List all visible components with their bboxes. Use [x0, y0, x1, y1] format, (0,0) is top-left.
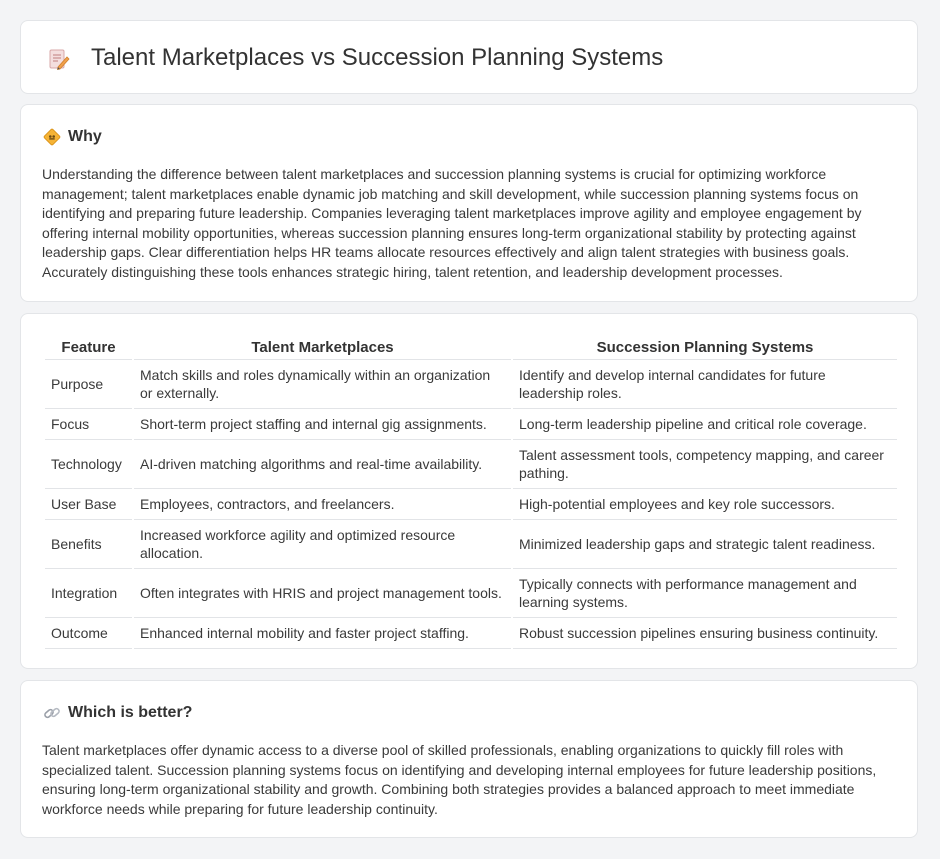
- diamond-sign-icon: [43, 128, 61, 146]
- feature-cell: Purpose: [45, 360, 132, 409]
- table-row: [45, 440, 897, 489]
- talent-cell: Employees, contractors, and freelancers.: [134, 489, 511, 520]
- table-row: [45, 520, 897, 569]
- document-pencil-icon: [47, 47, 71, 71]
- succession-cell: Robust succession pipelines ensuring business continuity.: [513, 618, 897, 649]
- why-heading: Why: [68, 128, 102, 145]
- table-row: [45, 489, 897, 520]
- succession-cell: High-potential employees and key role successors.: [513, 489, 897, 520]
- talent-cell: Match skills and roles dynamically within an organization or externally.: [134, 360, 511, 409]
- table-row: [45, 409, 897, 440]
- better-heading-row: [43, 703, 192, 723]
- table-row: [45, 569, 897, 618]
- succession-cell: Long-term leadership pipeline and critical role coverage.: [513, 409, 897, 440]
- feature-cell: Focus: [45, 409, 132, 440]
- header-feature: Feature: [45, 335, 132, 360]
- table-row: [45, 360, 897, 409]
- feature-cell: User Base: [45, 489, 132, 520]
- succession-cell: Identify and develop internal candidates for future leadership roles.: [513, 360, 897, 409]
- header-talent-marketplaces: Talent Marketplaces: [134, 335, 511, 360]
- header-succession-planning: Succession Planning Systems: [513, 335, 897, 360]
- which-is-better-section: [20, 680, 918, 838]
- talent-cell: Short-term project staffing and internal gig assignments.: [134, 409, 511, 440]
- table-header-row: [45, 335, 897, 360]
- feature-cell: Technology: [45, 440, 132, 489]
- feature-cell: Outcome: [45, 618, 132, 649]
- feature-cell: Integration: [45, 569, 132, 618]
- talent-cell: Enhanced internal mobility and faster project staffing.: [134, 618, 511, 649]
- talent-cell: Often integrates with HRIS and project management tools.: [134, 569, 511, 618]
- better-text: Talent marketplaces offer dynamic access to a diverse pool of skilled professionals, enabling organizations to quickly fill roles with specialized talent. Succession planning systems focus on identifying and developing internal employees for future leadership positions, ensuring long-term organizational stability and growth. Combining both strategies provides a balanced approach to meet immediate workforce needs while preparing for future leadership continuity.: [42, 742, 877, 817]
- talent-cell: Increased workforce agility and optimized resource allocation.: [134, 520, 511, 569]
- comparison-card: [20, 313, 918, 669]
- talent-cell: AI-driven matching algorithms and real-time availability.: [134, 440, 511, 489]
- why-heading-row: [43, 127, 102, 147]
- link-icon: [43, 704, 61, 722]
- why-text: Understanding the difference between talent marketplaces and succession planning systems is crucial for optimizing workforce management; talent marketplaces enable dynamic job matching and skill development, while succession planning systems focus on identifying and preparing future leadership. Companies leveraging talent marketplaces improve agility and employee engagement by offering internal mobility opportunities, whereas succession planning ensures long-term organizational stability by protecting against leadership gaps. Clear differentiation helps HR teams allocate resources effectively and align talent strategies with business goals. Accurately distinguishing these tools enhances strategic hiring, talent retention, and leadership development processes.: [42, 166, 862, 280]
- succession-cell: Minimized leadership gaps and strategic talent readiness.: [513, 520, 897, 569]
- page-title: Talent Marketplaces vs Succession Planning Systems: [91, 44, 664, 71]
- succession-cell: Typically connects with performance management and learning systems.: [513, 569, 897, 618]
- feature-cell: Benefits: [45, 520, 132, 569]
- succession-cell: Talent assessment tools, competency mapping, and career pathing.: [513, 440, 897, 489]
- better-heading: Which is better?: [68, 704, 193, 721]
- comparison-table: [43, 335, 899, 649]
- why-section: [20, 104, 918, 302]
- table-row: [45, 618, 897, 649]
- title-card: [20, 20, 918, 94]
